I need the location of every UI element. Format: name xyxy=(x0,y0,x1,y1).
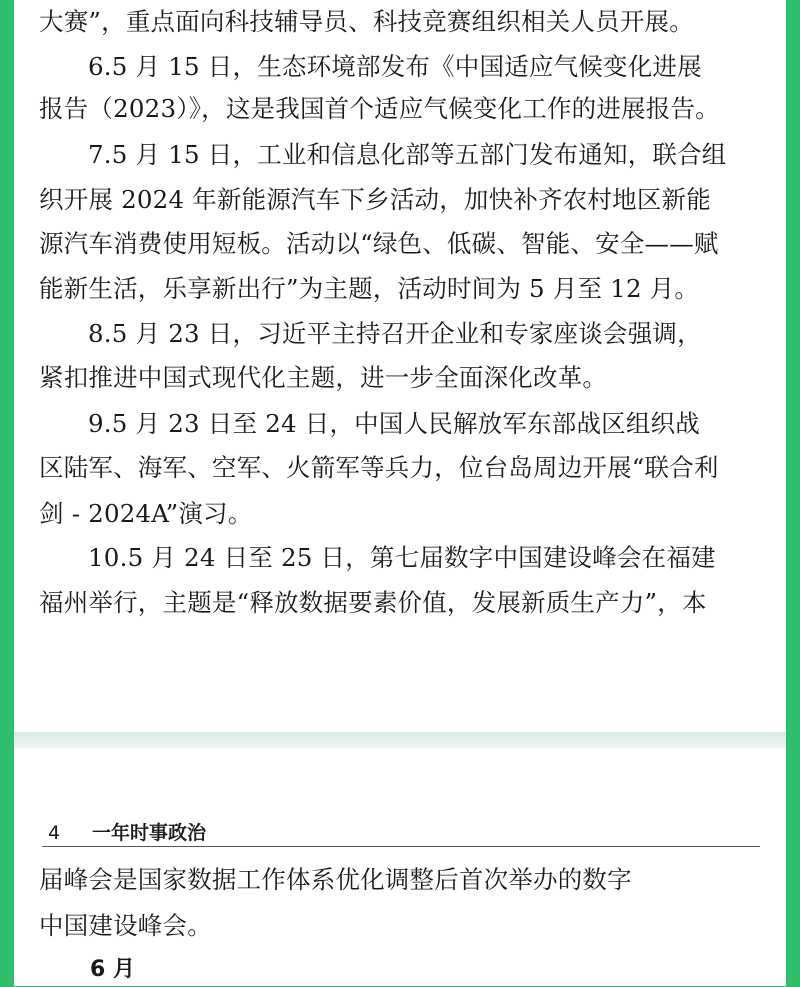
text-line: 织开展 2024 年新能源汽车下乡活动，加快补齐农村地区新能 xyxy=(39,185,711,214)
text-line: 源汽车消费使用短板。活动以“绿色、低碳、智能、安全——赋 xyxy=(39,229,719,258)
text-line: 中国建设峰会。 xyxy=(39,911,212,940)
text-line: 福州举行，主题是“释放数据要素价值，发展新质生产力”，本 xyxy=(39,588,707,617)
text-line: 届峰会是国家数据工作体系优化调整后首次举办的数字 xyxy=(39,865,632,894)
text-line: 区陆军、海军、空军、火箭军等兵力，位台岛周边开展“联合利 xyxy=(39,453,719,482)
text-line: 6.5 月 15 日，生态环境部发布《中国适应气候变化进展 xyxy=(88,52,702,81)
page-top xyxy=(14,0,786,732)
page-bottom xyxy=(14,748,786,986)
text-line: 剑 - 2024A”演习。 xyxy=(39,499,253,528)
text-line: 紧扣推进中国式现代化主题，进一步全面深化改革。 xyxy=(39,363,608,392)
text-line: 报告（2023）》，这是我国首个适应气候变化工作的进展报告。 xyxy=(39,94,720,123)
page-number: 4 xyxy=(48,822,61,844)
running-title: 一年时事政治 xyxy=(92,822,207,844)
text-line: 10.5 月 24 日至 25 日，第七届数字中国建设峰会在福建 xyxy=(88,543,716,572)
text-line: 能新生活，乐享新出行”为主题，活动时间为 5 月至 12 月。 xyxy=(39,274,700,303)
page-gap xyxy=(14,732,786,748)
text-line: 8.5 月 23 日，习近平主持召开企业和专家座谈会强调， xyxy=(88,319,702,348)
month-heading: 6 月 xyxy=(90,957,135,982)
page-header xyxy=(42,820,760,847)
text-line: 7.5 月 15 日，工业和信息化部等五部门发布通知，联合组 xyxy=(88,140,727,169)
text-line: 大赛”，重点面向科技辅导员、科技竞赛组织相关人员开展。 xyxy=(39,7,694,36)
text-line: 9.5 月 23 日至 24 日，中国人民解放军东部战区组织战 xyxy=(88,409,700,438)
